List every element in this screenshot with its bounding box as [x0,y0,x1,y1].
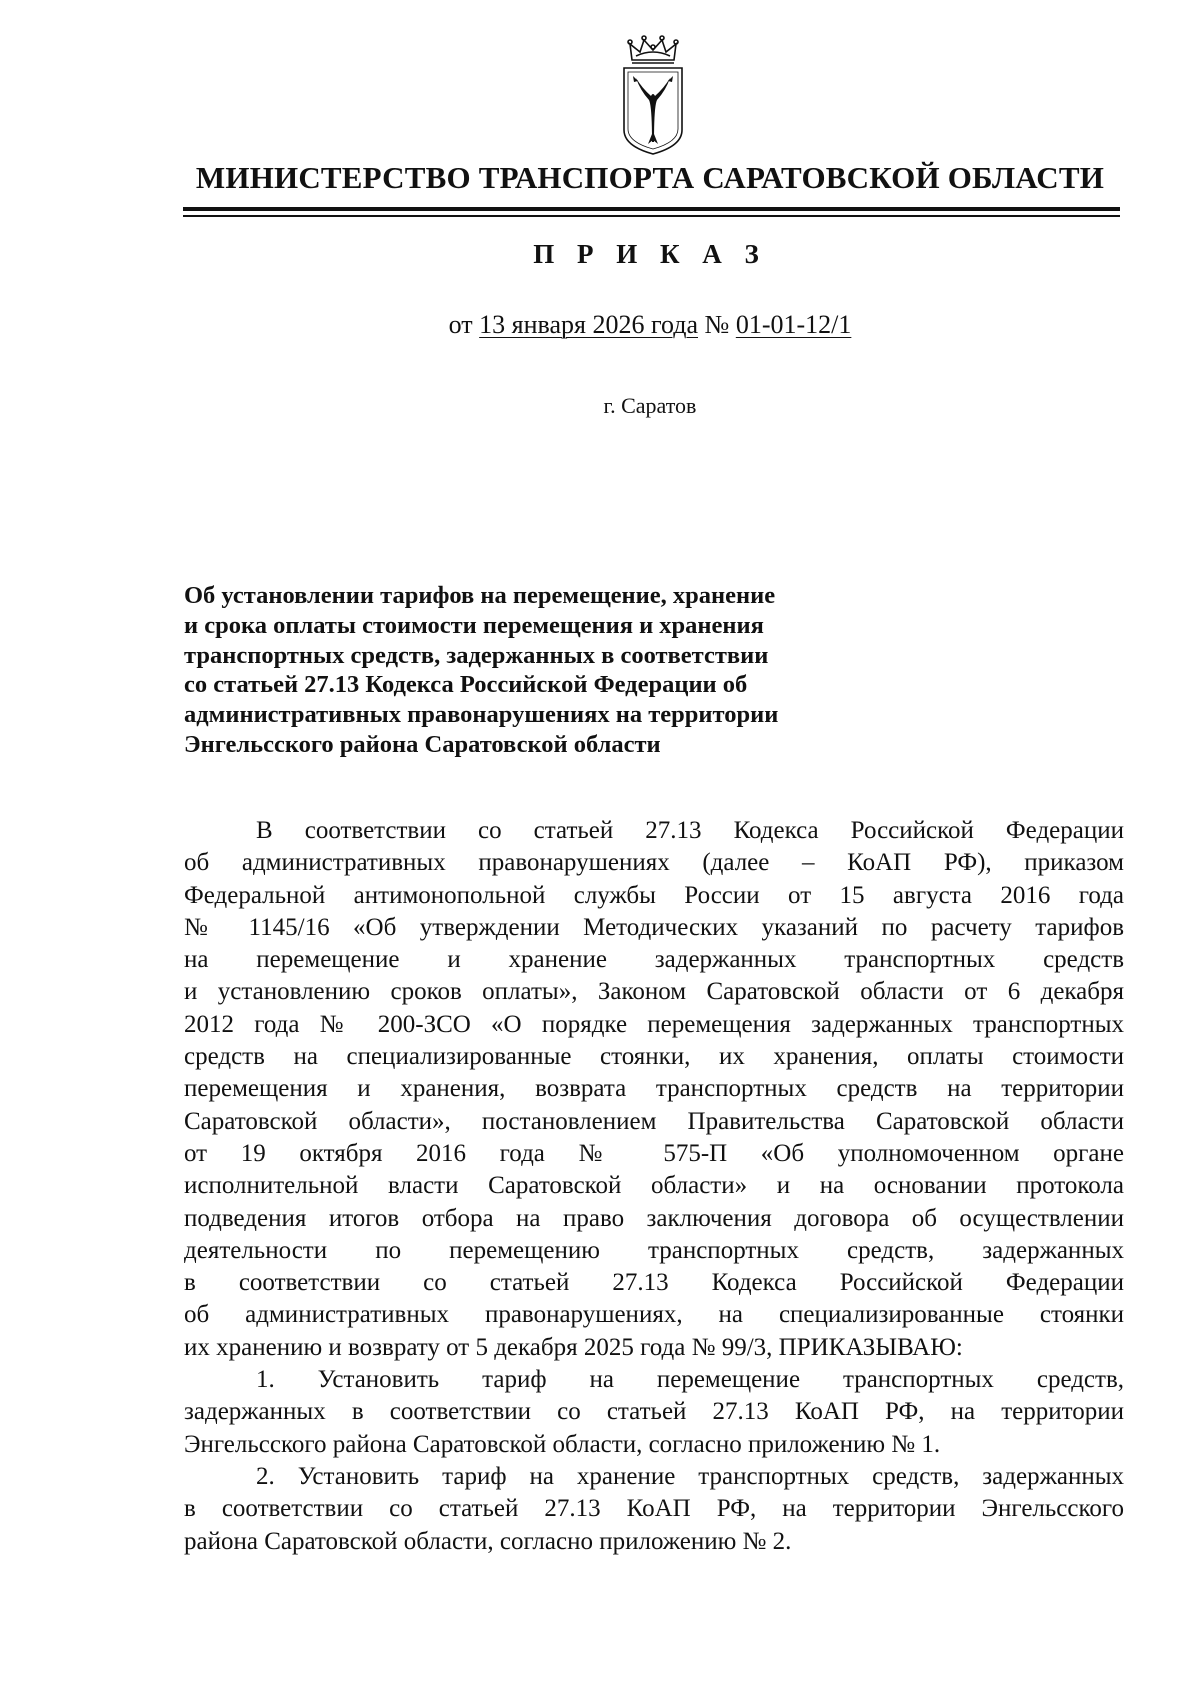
order-number: 01-01-12/1 [735,310,852,339]
item-1-line: 1. Установить тариф на перемещение транспортных средств, [256,1366,1124,1394]
preamble-line: Саратовской области», постановлением Правительства Саратовской области [184,1107,1124,1135]
preamble-line: В соответствии со статьей 27.13 Кодекса Российской Федерации [256,817,1124,844]
preamble-line: об административных правонарушениях (далее – КоАП РФ), приказом [184,849,1124,877]
header-rule-thick [183,207,1120,211]
preamble-line: их хранению и возврату от 5 декабря 2025 года № 99/3, ПРИКАЗЫВАЮ: [184,1333,963,1361]
preamble-line: Федеральной антимонопольной службы России от 15 августа 2016 года [184,881,1124,909]
subject-line: Энгельсского района Саратовской области [184,730,661,758]
item-2-line: района Саратовской области, согласно приложению № 2. [184,1527,792,1555]
crown-icon [628,36,678,63]
preamble-line: средств на специализированные стоянки, их хранения, оплаты стоимости [184,1043,1124,1071]
order-body [184,815,1124,1558]
preamble-line: от 19 октября 2016 года № 575-П «Об уполномоченном органе [184,1139,1124,1167]
subject-line: административных правонарушениях на территории [184,701,779,729]
subject-line: Об установлении тарифов на перемещение, хранение [184,582,776,609]
item-1-line: задержанных в соответствии со статьей 27.13 КоАП РФ, на территории [184,1398,1124,1426]
item-2-line: 2. Установить тариф на хранение транспортных средств, задержанных [256,1462,1124,1490]
preamble-line: перемещения и хранения, возврата транспортных средств на территории [184,1075,1124,1103]
ministry-title: МИНИСТЕРСТВО ТРАНСПОРТА САРАТОВСКОЙ ОБЛАСТИ [195,160,1105,195]
order-line [180,310,1120,340]
preamble-line: в соответствии со статьей 27.13 Кодекса Российской Федерации [184,1269,1124,1297]
preamble-line: и установлению сроков оплаты», Законом Саратовской области от 6 декабря [184,978,1124,1006]
preamble-line: 2012 года № 200-ЗСО «О порядке перемещения задержанных транспортных [184,1010,1124,1038]
coat-of-arms-emblem [618,34,688,158]
preamble-line: подведения итогов отбора на право заключения договора об осуществлении [184,1204,1124,1232]
preamble-line: № 1145/16 «Об утверждении Методических указаний по расчету тарифов [184,913,1124,941]
item-1-line: Энгельсского района Саратовской области, согласно приложению № 1. [184,1430,941,1458]
city: г. Саратов [603,393,697,418]
item-2-line: в соответствии со статьей 27.13 КоАП РФ, на территории Энгельсского [184,1495,1124,1523]
document-type: П Р И К А З [533,239,767,269]
order-prefix: от [448,310,473,339]
sterlet-fish-icon [633,76,673,144]
preamble-line: на перемещение и хранение задержанных транспортных средств [184,946,1124,974]
header-rule-thin [183,215,1120,217]
order-date: 13 января 2026 года [479,310,698,339]
preamble-line: деятельности по перемещению транспортных средств, задержанных [184,1236,1124,1264]
subject-line: со статьей 27.13 Кодекса Российской Федерации об [184,671,748,699]
order-subject [184,581,904,760]
preamble-line: исполнительной власти Саратовской области» и на основании протокола [184,1172,1124,1200]
order-number-sign: № [704,310,730,339]
subject-line: транспортных средств, задержанных в соответствии [184,641,769,669]
subject-line: и срока оплаты стоимости перемещения и хранения [184,611,764,639]
preamble-line: об административных правонарушениях, на специализированные стоянки [184,1301,1124,1329]
